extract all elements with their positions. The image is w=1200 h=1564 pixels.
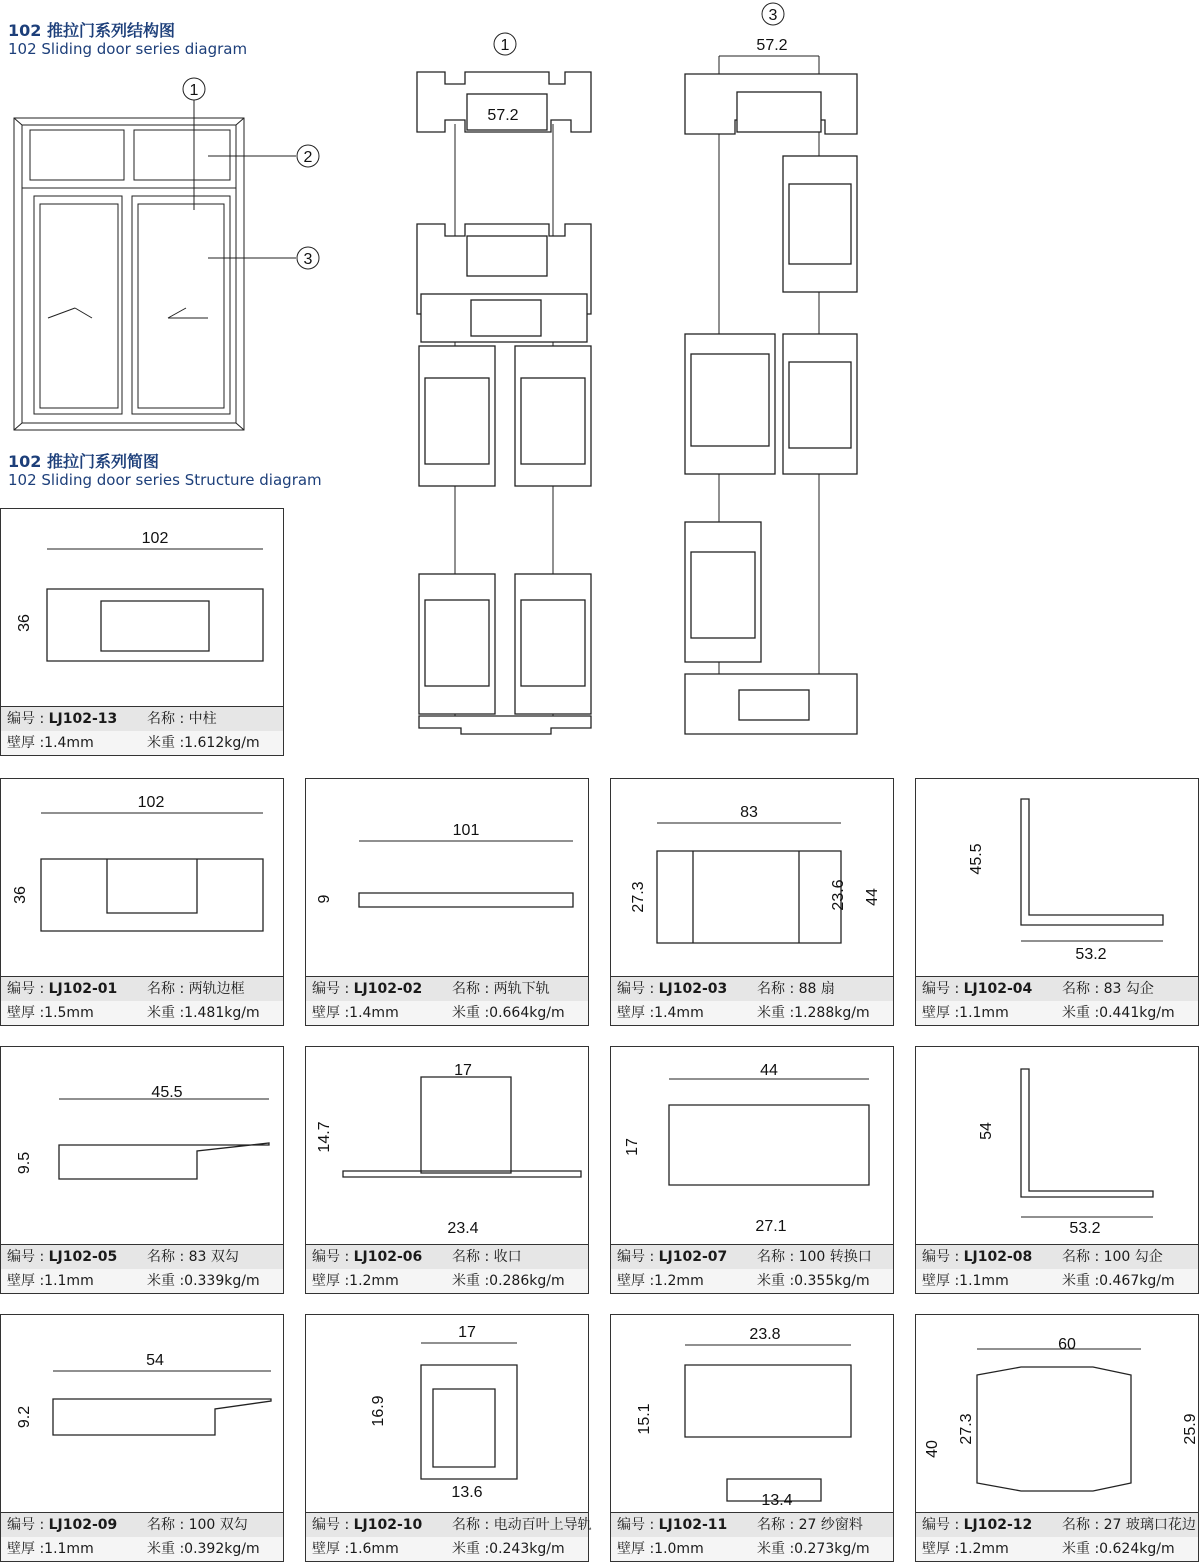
section-3-dim: 57.2: [756, 37, 788, 54]
dimension-label: 102: [137, 794, 165, 811]
profile-outline: [977, 1367, 1131, 1491]
profile-card-lj102-02: [305, 778, 589, 1026]
dimension-label: 53.2: [1069, 1220, 1101, 1237]
door-elevation-sketch: [0, 70, 340, 440]
profile-name: 名称 : 收口: [452, 1249, 522, 1265]
diagram-title-cn: 102 推拉门系列结构图: [8, 21, 175, 40]
profile-weight: 米重 :0.467kg/m: [1062, 1273, 1175, 1289]
profile-outline: [41, 859, 263, 931]
profile-thickness: 壁厚 :1.2mm: [922, 1541, 1009, 1557]
profile-sketch: [1, 1315, 285, 1515]
profile-info-table: [306, 1244, 588, 1293]
profile-thickness: 壁厚 :1.5mm: [7, 1005, 94, 1021]
dimension-label: 23.4: [447, 1220, 479, 1237]
section-3-callout-label: 3: [768, 7, 778, 24]
profile-thickness: 壁厚 :1.2mm: [617, 1273, 704, 1289]
table-row: [1, 1269, 283, 1293]
profile-card-lj102-13: [0, 508, 284, 756]
profile-weight: 米重 :0.441kg/m: [1062, 1005, 1175, 1021]
table-row: [916, 1269, 1198, 1293]
table-row: [916, 1537, 1198, 1561]
dimension-label: 27.3: [958, 1413, 975, 1445]
table-row: [611, 1537, 893, 1561]
table-row: [916, 977, 1198, 1002]
dimension-label: 53.2: [1075, 946, 1107, 963]
section-1-callout-label: 1: [500, 37, 510, 54]
profile-info-table: [1, 1512, 283, 1561]
profile-card-lj102-04: [915, 778, 1199, 1026]
profile-code: 编号 : LJ102-10: [312, 1517, 423, 1533]
dimension-label: 60: [1058, 1336, 1076, 1353]
profile-outline: [685, 1365, 851, 1501]
dimension-label: 27.1: [755, 1218, 787, 1235]
dimension-label: 13.6: [451, 1484, 483, 1501]
dimension-label: 13.4: [761, 1492, 793, 1509]
section-1-dim: 57.2: [487, 107, 519, 124]
profile-name: 名称 : 两轨边框: [147, 981, 245, 997]
profile-code: 编号 : LJ102-12: [922, 1517, 1033, 1533]
profile-weight: 米重 :0.243kg/m: [452, 1541, 565, 1557]
dimension-label: 36: [12, 886, 29, 904]
callout-1-label: 1: [189, 82, 199, 99]
table-row: [916, 1513, 1198, 1538]
table-row: [1, 1001, 283, 1025]
structure-title-cn: 102 推拉门系列简图: [8, 452, 159, 471]
profile-name: 名称 : 100 勾企: [1062, 1249, 1163, 1265]
profile-name: 名称 : 27 玻璃口花边: [1062, 1517, 1196, 1533]
profile-card-lj102-06: [305, 1046, 589, 1294]
profile-sketch: [611, 1315, 895, 1515]
profile-thickness: 壁厚 :1.2mm: [312, 1273, 399, 1289]
dimension-label: 9.2: [16, 1405, 33, 1429]
profile-outline: [343, 1077, 581, 1177]
profile-weight: 米重 :0.355kg/m: [757, 1273, 870, 1289]
profile-weight: 米重 :0.664kg/m: [452, 1005, 565, 1021]
profile-code: 编号 : LJ102-07: [617, 1249, 728, 1265]
profile-code: 编号 : LJ102-05: [7, 1249, 118, 1265]
profile-sketch: [916, 779, 1200, 979]
table-row: [1, 1245, 283, 1270]
profile-card-lj102-03: [610, 778, 894, 1026]
profile-thickness: 壁厚 :1.1mm: [922, 1005, 1009, 1021]
profile-code: 编号 : LJ102-02: [312, 981, 423, 997]
dimension-label: 23.8: [749, 1326, 781, 1343]
profile-thickness: 壁厚 :1.4mm: [617, 1005, 704, 1021]
dimension-label: 44: [760, 1062, 778, 1079]
profile-card-lj102-12: [915, 1314, 1199, 1562]
profile-card-lj102-08: [915, 1046, 1199, 1294]
profile-thickness: 壁厚 :1.1mm: [7, 1541, 94, 1557]
profile-name: 名称 : 83 双勾: [147, 1249, 239, 1265]
profile-info-table: [306, 1512, 592, 1561]
profile-sketch: [306, 779, 590, 979]
profile-info-table: [1, 976, 283, 1025]
profile-name: 名称 : 27 纱窗料: [757, 1517, 863, 1533]
dimension-label: 27.3: [630, 881, 647, 913]
table-row: [1, 1537, 283, 1561]
profile-outline: [1021, 799, 1163, 925]
profile-info-table: [916, 1244, 1198, 1293]
table-row: [611, 1269, 893, 1293]
profile-outline: [1021, 1069, 1153, 1197]
profile-weight: 米重 :0.624kg/m: [1062, 1541, 1175, 1557]
profile-sketch: [611, 1047, 895, 1247]
callout-2-label: 2: [303, 149, 313, 166]
section-3-assembly: [675, 0, 875, 740]
profile-outline: [359, 893, 573, 907]
profile-name: 名称 : 83 勾企: [1062, 981, 1154, 997]
profile-thickness: 壁厚 :1.4mm: [7, 735, 94, 751]
profile-info-table: [611, 1244, 893, 1293]
profile-code: 编号 : LJ102-06: [312, 1249, 423, 1265]
profile-card-lj102-10: [305, 1314, 592, 1562]
profile-code: 编号 : LJ102-01: [7, 981, 118, 997]
profile-card-lj102-01: [0, 778, 284, 1026]
profile-outline: [657, 851, 841, 943]
profile-thickness: 壁厚 :1.0mm: [617, 1541, 704, 1557]
profile-name: 名称 : 中柱: [147, 711, 217, 727]
dimension-label: 54: [146, 1352, 164, 1369]
profile-thickness: 壁厚 :1.1mm: [922, 1273, 1009, 1289]
dimension-label: 23.6: [830, 879, 847, 911]
profile-thickness: 壁厚 :1.1mm: [7, 1273, 94, 1289]
profile-weight: 米重 :0.392kg/m: [147, 1541, 260, 1557]
table-row: [916, 1001, 1198, 1025]
section-1-assembly: [405, 28, 605, 740]
profile-outline: [53, 1399, 271, 1435]
dimension-label: 16.9: [370, 1395, 387, 1427]
profile-thickness: 壁厚 :1.4mm: [312, 1005, 399, 1021]
profile-sketch: [611, 779, 895, 979]
dimension-label: 17: [454, 1062, 472, 1079]
dimension-label: 25.9: [1182, 1413, 1199, 1445]
structure-title-en: 102 Sliding door series Structure diagram: [8, 471, 322, 489]
table-row: [1, 1513, 283, 1538]
dimension-label: 54: [978, 1122, 995, 1140]
profile-info-table: [306, 976, 588, 1025]
profile-sketch: [1, 509, 285, 709]
profile-card-lj102-05: [0, 1046, 284, 1294]
profile-sketch: [916, 1047, 1200, 1247]
profile-thickness: 壁厚 :1.6mm: [312, 1541, 399, 1557]
profile-code: 编号 : LJ102-13: [7, 711, 118, 727]
dimension-label: 45.5: [968, 843, 985, 875]
profile-code: 编号 : LJ102-04: [922, 981, 1033, 997]
profile-info-table: [1, 1244, 283, 1293]
profile-code: 编号 : LJ102-03: [617, 981, 728, 997]
profile-sketch: [306, 1315, 590, 1515]
profile-outline: [59, 1143, 269, 1179]
dimension-label: 9.5: [16, 1151, 33, 1175]
dimension-label: 9: [316, 894, 333, 904]
dimension-label: 40: [924, 1440, 941, 1458]
table-row: [1, 731, 283, 755]
dimension-label: 83: [740, 804, 758, 821]
profile-outline: [669, 1105, 869, 1185]
profile-info-table: [611, 976, 893, 1025]
profile-weight: 米重 :1.612kg/m: [147, 735, 260, 751]
table-row: [916, 1245, 1198, 1270]
profile-info-table: [916, 1512, 1198, 1561]
dimension-label: 45.5: [151, 1084, 183, 1101]
table-row: [611, 1245, 893, 1270]
profile-weight: 米重 :0.273kg/m: [757, 1541, 870, 1557]
table-row: [306, 1537, 588, 1561]
profile-outline: [47, 589, 263, 661]
dimension-label: 101: [452, 822, 480, 839]
profile-card-lj102-09: [0, 1314, 284, 1562]
table-row: [306, 1245, 588, 1270]
table-row: [306, 1513, 592, 1538]
dimension-label: 44: [864, 888, 881, 906]
dimension-label: 17: [624, 1138, 641, 1156]
profile-name: 名称 : 100 双勾: [147, 1517, 248, 1533]
profile-code: 编号 : LJ102-09: [7, 1517, 118, 1533]
profile-weight: 米重 :1.481kg/m: [147, 1005, 260, 1021]
profile-sketch: [1, 779, 285, 979]
profile-info-table: [916, 976, 1198, 1025]
dimension-label: 17: [458, 1324, 476, 1341]
profile-sketch: [306, 1047, 590, 1247]
dimension-label: 36: [16, 614, 33, 632]
profile-outline: [421, 1365, 517, 1479]
table-row: [1, 707, 283, 732]
profile-weight: 米重 :1.288kg/m: [757, 1005, 870, 1021]
table-row: [611, 977, 893, 1002]
dimension-label: 15.1: [636, 1403, 653, 1435]
profile-card-lj102-11: [610, 1314, 894, 1562]
table-row: [306, 977, 588, 1002]
dimension-label: 14.7: [316, 1121, 333, 1153]
profile-weight: 米重 :0.339kg/m: [147, 1273, 260, 1289]
table-row: [306, 1269, 588, 1293]
profile-code: 编号 : LJ102-08: [922, 1249, 1033, 1265]
profile-name: 名称 : 88 扇: [757, 981, 835, 997]
table-row: [306, 1001, 588, 1025]
callout-3-label: 3: [303, 251, 313, 268]
table-row: [611, 1513, 893, 1538]
profile-name: 名称 : 电动百叶上导轨: [452, 1517, 592, 1533]
profile-name: 名称 : 100 转换口: [757, 1249, 872, 1265]
profile-sketch: [1, 1047, 285, 1247]
profile-code: 编号 : LJ102-11: [617, 1517, 728, 1533]
profile-card-lj102-07: [610, 1046, 894, 1294]
profile-sketch: [916, 1315, 1200, 1515]
profile-info-table: [1, 706, 283, 755]
diagram-title-en: 102 Sliding door series diagram: [8, 40, 248, 58]
table-row: [1, 977, 283, 1002]
table-row: [611, 1001, 893, 1025]
profile-weight: 米重 :0.286kg/m: [452, 1273, 565, 1289]
profile-info-table: [611, 1512, 893, 1561]
profile-name: 名称 : 两轨下轨: [452, 981, 550, 997]
dimension-label: 102: [141, 530, 169, 547]
